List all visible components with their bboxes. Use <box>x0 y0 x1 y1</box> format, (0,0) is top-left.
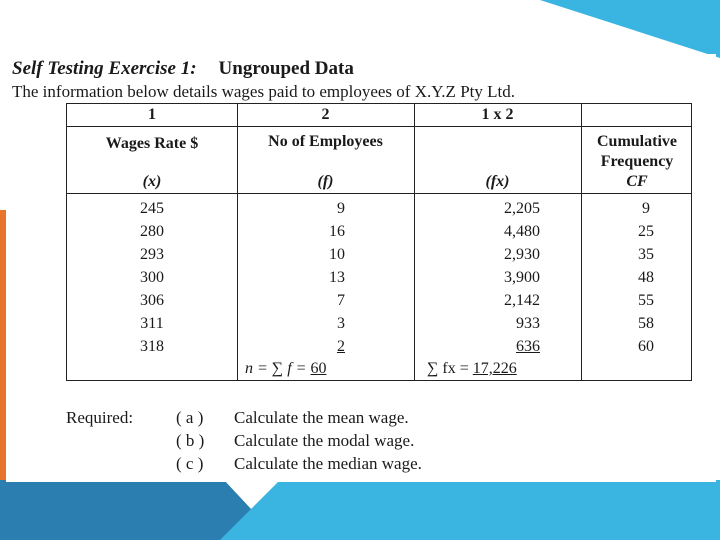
required-item-c: Calculate the median wage. <box>234 454 422 473</box>
symbol-f: (f) <box>317 173 334 190</box>
cf-value: 25 <box>638 223 654 240</box>
x-value: 311 <box>140 315 164 332</box>
f-value: 9 <box>337 200 345 217</box>
exercise-sheet <box>6 54 716 482</box>
required-tag-b: ( b ) <box>176 431 205 450</box>
sum-fx-label: ∑ fx = <box>427 360 469 377</box>
intro-text: The information below details wages paid to employees of X.Y.Z Pty Ltd. <box>12 82 515 101</box>
header-wages-rate: Wages Rate $ <box>105 135 199 152</box>
required-label: Required: <box>66 408 134 427</box>
wages-table <box>66 103 692 381</box>
decor-corner-top-right <box>540 0 720 58</box>
exercise-title <box>12 58 354 80</box>
required-tags <box>176 406 204 475</box>
f-value: 2 <box>337 338 345 355</box>
col-number-3: 1 x 2 <box>481 106 514 123</box>
sum-f-label: n = ∑ f = <box>245 360 307 377</box>
cf-value: 60 <box>638 338 654 355</box>
cf-value: 48 <box>638 269 654 286</box>
column-x <box>67 197 237 358</box>
sum-fx-value: 17,226 <box>472 360 517 377</box>
fx-value: 2,930 <box>504 246 540 263</box>
column-f <box>237 197 345 358</box>
header-no-of-employees: No of Employees <box>268 133 383 150</box>
f-value: 13 <box>329 269 345 286</box>
required-item-b: Calculate the modal wage. <box>234 431 415 450</box>
fx-value: 933 <box>516 315 540 332</box>
x-value: 318 <box>140 338 164 355</box>
required-items <box>234 406 422 475</box>
sum-fx <box>427 359 517 379</box>
fx-value: 4,480 <box>504 223 540 240</box>
fx-value: 2,205 <box>504 200 540 217</box>
f-value: 7 <box>337 292 345 309</box>
symbol-cf: CF <box>626 173 648 190</box>
f-value: 3 <box>337 315 345 332</box>
col-number-1: 1 <box>148 106 156 123</box>
cf-value: 55 <box>638 292 654 309</box>
cf-value: 35 <box>638 246 654 263</box>
x-value: 300 <box>140 269 164 286</box>
symbol-x: (x) <box>142 173 162 190</box>
header-cumulative-frequency: Cumulative Frequency <box>597 133 677 170</box>
column-cf <box>581 197 711 358</box>
sum-f <box>245 359 326 379</box>
required-item-a: Calculate the mean wage. <box>234 408 409 427</box>
required-tag-a: ( a ) <box>176 408 204 427</box>
title-topic: Ungrouped Data <box>218 58 354 79</box>
x-value: 306 <box>140 292 164 309</box>
col-number-2: 2 <box>321 106 330 123</box>
cf-value: 9 <box>642 200 650 217</box>
fx-value: 3,900 <box>504 269 540 286</box>
symbol-fx: (fx) <box>485 173 510 190</box>
x-value: 245 <box>140 200 164 217</box>
fx-value: 2,142 <box>504 292 540 309</box>
required-tag-c: ( c ) <box>176 454 204 473</box>
sum-f-value: 60 <box>310 360 327 377</box>
decor-corner-bottom-right <box>220 480 720 540</box>
f-value: 10 <box>329 246 345 263</box>
x-value: 280 <box>140 223 164 240</box>
fx-value: 636 <box>516 338 540 355</box>
column-fx <box>414 197 540 358</box>
f-value: 16 <box>329 223 345 240</box>
x-value: 293 <box>140 246 164 263</box>
title-exercise-label: Self Testing Exercise 1: <box>12 58 197 79</box>
cf-value: 58 <box>638 315 654 332</box>
